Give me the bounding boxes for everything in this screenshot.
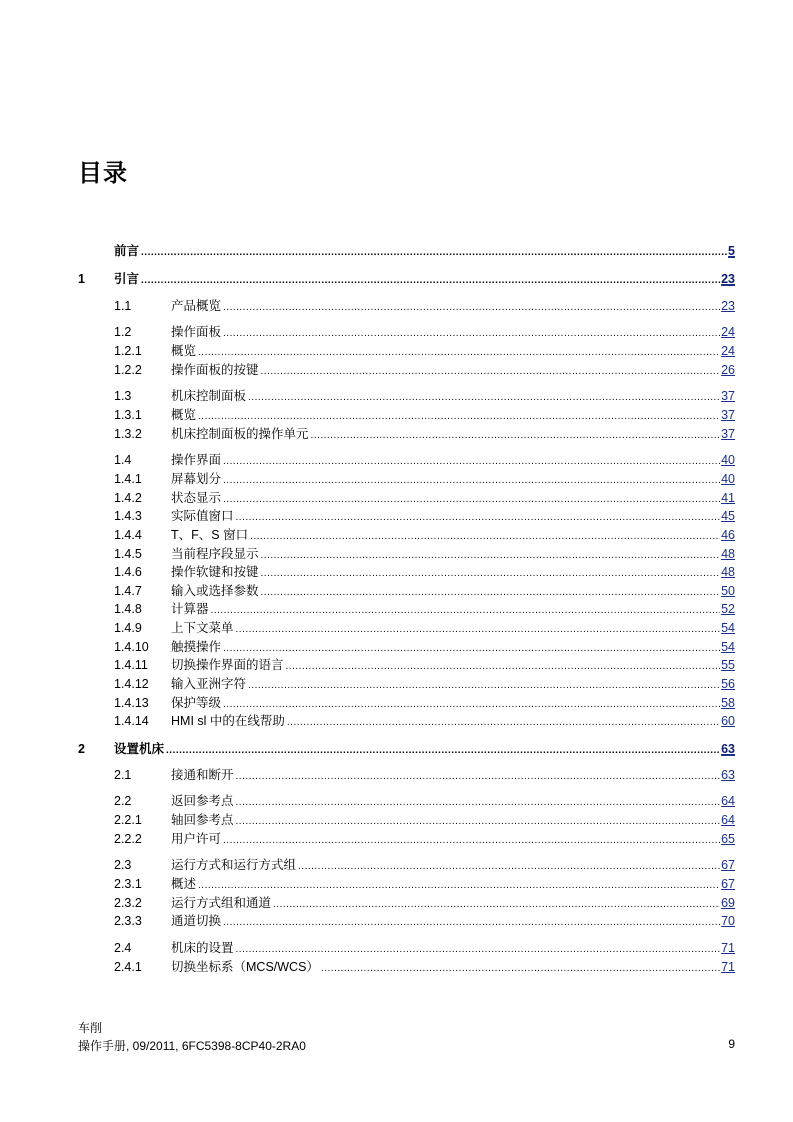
toc-section-row[interactable] — [0, 830, 793, 848]
toc-entry-title: 机床的设置 — [171, 941, 234, 955]
toc-section-number: 1.4.4 — [114, 528, 142, 542]
toc-page-link[interactable]: 41 — [721, 491, 735, 505]
toc-chapter-number: 1 — [78, 272, 85, 286]
toc-entry — [171, 694, 735, 712]
toc-entry — [171, 875, 735, 893]
toc-section-number: 1.4.13 — [114, 696, 149, 710]
toc-section-number: 2.3.3 — [114, 914, 142, 928]
toc-section-row[interactable] — [0, 323, 793, 341]
toc-entry-title: 前言 — [114, 244, 140, 258]
toc-page-link[interactable]: 48 — [721, 547, 735, 561]
dot-leader — [223, 698, 720, 712]
toc-entry — [171, 638, 735, 656]
toc-entry — [171, 712, 735, 730]
dot-leader — [223, 455, 720, 469]
dot-leader — [166, 744, 720, 758]
toc-entry — [171, 619, 735, 637]
toc-page-link[interactable]: 5 — [728, 244, 735, 258]
toc-chapter-row[interactable] — [0, 270, 793, 288]
dot-leader — [236, 623, 721, 637]
toc-page-link[interactable]: 23 — [721, 272, 735, 286]
toc-entry-title: 概览 — [171, 344, 197, 358]
toc-entry-title: 实际值窗口 — [171, 509, 234, 523]
toc-section-row[interactable] — [0, 939, 793, 957]
dot-leader — [311, 429, 721, 443]
toc-section-row[interactable] — [0, 792, 793, 810]
toc-entry-title: 产品概览 — [171, 299, 222, 313]
toc-entry — [114, 740, 735, 758]
toc-section-number: 1.4.14 — [114, 714, 149, 728]
toc-chapter-row[interactable] — [0, 242, 793, 260]
toc-entry-title: 上下文菜单 — [171, 621, 234, 635]
toc-section-number: 1.4.7 — [114, 584, 142, 598]
toc-section-row[interactable] — [0, 712, 793, 730]
toc-section-number: 2.4 — [114, 941, 132, 955]
toc-section-number: 1.4.12 — [114, 677, 149, 691]
toc-entry-title: 保护等级 — [171, 696, 222, 710]
toc-section-number: 2.3 — [114, 858, 132, 872]
dot-leader — [287, 716, 720, 730]
dot-leader — [250, 530, 720, 544]
toc-entry — [171, 297, 735, 315]
toc-section-number: 2.2.1 — [114, 813, 142, 827]
toc-section-row[interactable] — [0, 406, 793, 424]
dot-leader — [298, 860, 720, 874]
dot-leader — [223, 474, 720, 488]
toc-page-link[interactable]: 64 — [721, 794, 735, 808]
toc-section-number: 1.2.2 — [114, 363, 142, 377]
toc-entry-title: 操作软键和按键 — [171, 565, 259, 579]
toc-section-number: 1.3.1 — [114, 408, 142, 422]
toc-entry — [171, 342, 735, 360]
dot-leader — [223, 301, 720, 315]
toc-section-row[interactable] — [0, 563, 793, 581]
toc-page-link[interactable]: 65 — [721, 832, 735, 846]
toc-entry-title: 计算器 — [171, 602, 209, 616]
toc-entry-title: 用户许可 — [171, 832, 222, 846]
toc-entry — [171, 912, 735, 930]
toc-entry-title: 通道切换 — [171, 914, 222, 928]
toc-entry — [171, 894, 735, 912]
toc-section-row[interactable] — [0, 619, 793, 637]
dot-leader — [236, 943, 721, 957]
toc-section-row[interactable] — [0, 694, 793, 712]
toc-entry-title: 状态显示 — [171, 491, 222, 505]
toc-section-number: 1.4 — [114, 453, 132, 467]
toc-page-link[interactable]: 52 — [721, 602, 735, 616]
toc-page-link[interactable]: 37 — [721, 427, 735, 441]
page-title: 目录 — [78, 159, 128, 187]
toc-entry-title: 切换坐标系（MCS/WCS） — [171, 960, 319, 974]
dot-leader — [223, 327, 720, 341]
dot-leader — [198, 346, 720, 360]
toc-section-number: 1.1 — [114, 299, 132, 313]
toc-page-link[interactable]: 46 — [721, 528, 735, 542]
toc-page-link[interactable]: 40 — [721, 453, 735, 467]
toc-section-row[interactable] — [0, 894, 793, 912]
toc-section-number: 2.2.2 — [114, 832, 142, 846]
toc-entry-title: 屏幕划分 — [171, 472, 222, 486]
toc-page-link[interactable]: 71 — [721, 960, 735, 974]
toc-page-link[interactable]: 50 — [721, 584, 735, 598]
toc-entry-title: 输入或选择参数 — [171, 584, 259, 598]
toc-page-link[interactable]: 55 — [721, 658, 735, 672]
toc-entry-title: 运行方式组和通道 — [171, 896, 272, 910]
toc-entry-title: 操作面板 — [171, 325, 222, 339]
footer-manual-info: 操作手册, 09/2011, 6FC5398-8CP40-2RA0 — [78, 1039, 306, 1053]
toc-entry-title: 返回参考点 — [171, 794, 234, 808]
toc-chapter-number: 2 — [78, 742, 85, 756]
toc-page-link[interactable]: 63 — [721, 742, 735, 756]
toc-page-link[interactable]: 54 — [721, 621, 735, 635]
toc-entry-title: T、F、S 窗口 — [171, 528, 249, 542]
toc-entry-title: 切换操作界面的语言 — [171, 658, 284, 672]
dot-leader — [236, 511, 721, 525]
toc-entry — [171, 323, 735, 341]
dot-leader — [198, 410, 720, 424]
toc-section-number: 2.4.1 — [114, 960, 142, 974]
toc-section-row[interactable] — [0, 545, 793, 563]
toc-page-link[interactable]: 56 — [721, 677, 735, 691]
toc-page-link[interactable]: 58 — [721, 696, 735, 710]
toc-section-row[interactable] — [0, 342, 793, 360]
toc-entry — [171, 675, 735, 693]
toc-section-number: 1.4.8 — [114, 602, 142, 616]
toc-entry — [171, 470, 735, 488]
toc-entry — [171, 958, 735, 976]
toc-page-link[interactable]: 37 — [721, 389, 735, 403]
footer-product: 车削 — [78, 1021, 103, 1035]
dot-leader — [141, 246, 727, 260]
dot-leader — [248, 679, 720, 693]
toc-page-link[interactable]: 37 — [721, 408, 735, 422]
toc-entry-title: 概述 — [171, 877, 197, 891]
toc-section-row[interactable] — [0, 811, 793, 829]
toc-section-number: 1.4.2 — [114, 491, 142, 505]
dot-leader — [141, 274, 720, 288]
toc-page-link[interactable]: 71 — [721, 941, 735, 955]
dot-leader — [261, 549, 721, 563]
toc-entry — [171, 656, 735, 674]
toc-entry — [171, 582, 735, 600]
toc-section-row[interactable] — [0, 600, 793, 618]
toc-section-number: 1.4.10 — [114, 640, 149, 654]
toc-section-number: 2.1 — [114, 768, 132, 782]
toc-page-link[interactable]: 67 — [721, 877, 735, 891]
toc-section-number: 1.4.3 — [114, 509, 142, 523]
toc-page-link[interactable]: 67 — [721, 858, 735, 872]
toc-entry-title: 输入亚洲字符 — [171, 677, 247, 691]
toc-entry-title: 当前程序段显示 — [171, 547, 259, 561]
toc-section-row[interactable] — [0, 766, 793, 784]
dot-leader — [223, 916, 720, 930]
toc-section-row[interactable] — [0, 489, 793, 507]
toc-section-row[interactable] — [0, 526, 793, 544]
toc-section-number: 2.2 — [114, 794, 132, 808]
toc-section-row[interactable] — [0, 958, 793, 976]
toc-entry — [171, 792, 735, 810]
dot-leader — [236, 796, 721, 810]
toc-entry — [171, 425, 735, 443]
toc-section-number: 1.2.1 — [114, 344, 142, 358]
toc-entry — [171, 563, 735, 581]
toc-entry-title: 机床控制面板的操作单元 — [171, 427, 309, 441]
toc-section-row[interactable] — [0, 451, 793, 469]
toc-section-row[interactable] — [0, 656, 793, 674]
toc-entry — [171, 939, 735, 957]
toc-entry — [171, 451, 735, 469]
toc-section-number: 1.2 — [114, 325, 132, 339]
toc-entry-title: 接通和断开 — [171, 768, 234, 782]
dot-leader — [286, 660, 721, 674]
toc-entry — [171, 507, 735, 525]
toc-section-row[interactable] — [0, 582, 793, 600]
toc-section-row[interactable] — [0, 912, 793, 930]
dot-leader — [236, 770, 721, 784]
footer-page-number: 9 — [728, 1037, 735, 1051]
toc-section-number: 1.4.6 — [114, 565, 142, 579]
toc-section-number: 1.4.1 — [114, 472, 142, 486]
toc-page-link[interactable]: 64 — [721, 813, 735, 827]
toc-page-link[interactable]: 54 — [721, 640, 735, 654]
toc-page-link[interactable]: 63 — [721, 768, 735, 782]
dot-leader — [236, 815, 721, 829]
toc-section-number: 2.3.1 — [114, 877, 142, 891]
toc-entry-title: 触摸操作 — [171, 640, 222, 654]
dot-leader — [223, 642, 720, 656]
toc-page-link[interactable]: 45 — [721, 509, 735, 523]
toc-entry — [171, 526, 735, 544]
toc-entry — [171, 766, 735, 784]
dot-leader — [211, 604, 721, 618]
toc-page-link[interactable]: 24 — [721, 325, 735, 339]
toc-entry-title: HMI sl 中的在线帮助 — [171, 714, 285, 728]
dot-leader — [273, 898, 720, 912]
toc-section-row[interactable] — [0, 875, 793, 893]
toc-section-row[interactable] — [0, 425, 793, 443]
toc-entry — [171, 361, 735, 379]
toc-section-row[interactable] — [0, 507, 793, 525]
toc-entry — [171, 545, 735, 563]
toc-entry-title: 概览 — [171, 408, 197, 422]
toc-entry — [171, 856, 735, 874]
toc-section-number: 2.3.2 — [114, 896, 142, 910]
toc-section-number: 1.4.11 — [114, 658, 148, 672]
toc-section-number: 1.4.9 — [114, 621, 142, 635]
toc-page-link[interactable]: 26 — [721, 363, 735, 377]
toc-entry-title: 引言 — [114, 272, 140, 286]
dot-leader — [261, 567, 721, 581]
toc-page-link[interactable]: 24 — [721, 344, 735, 358]
toc-chapter-row[interactable] — [0, 740, 793, 758]
toc-section-row[interactable] — [0, 470, 793, 488]
toc-page-link[interactable]: 60 — [721, 714, 735, 728]
toc-entry — [171, 830, 735, 848]
toc-entry-title: 运行方式和运行方式组 — [171, 858, 297, 872]
toc-entry — [171, 406, 735, 424]
toc-section-number: 1.4.5 — [114, 547, 142, 561]
dot-leader — [248, 391, 720, 405]
dot-leader — [321, 962, 720, 976]
toc-entry — [171, 489, 735, 507]
toc-page-link[interactable]: 40 — [721, 472, 735, 486]
toc-section-number: 1.3.2 — [114, 427, 142, 441]
toc-entry — [171, 600, 735, 618]
toc-page-link[interactable]: 48 — [721, 565, 735, 579]
toc-section-row[interactable] — [0, 638, 793, 656]
toc-entry-title: 操作界面 — [171, 453, 222, 467]
dot-leader — [223, 834, 720, 848]
dot-leader — [261, 586, 721, 600]
dot-leader — [223, 493, 720, 507]
toc-page-link[interactable]: 70 — [721, 914, 735, 928]
toc-section-row[interactable] — [0, 387, 793, 405]
toc-entry-title: 机床控制面板 — [171, 389, 247, 403]
toc-section-row[interactable] — [0, 297, 793, 315]
toc-entry-title: 轴回参考点 — [171, 813, 234, 827]
toc-entry — [171, 811, 735, 829]
dot-leader — [198, 879, 720, 893]
toc-entry-title: 操作面板的按键 — [171, 363, 259, 377]
toc-entry — [114, 242, 735, 260]
toc-page-link[interactable]: 69 — [721, 896, 735, 910]
dot-leader — [261, 365, 721, 379]
toc-section-row[interactable] — [0, 856, 793, 874]
toc-section-number: 1.3 — [114, 389, 132, 403]
toc-page-link[interactable]: 23 — [721, 299, 735, 313]
toc-entry — [114, 270, 735, 288]
toc-entry-title: 设置机床 — [114, 742, 165, 756]
toc-section-row[interactable] — [0, 675, 793, 693]
toc-entry — [171, 387, 735, 405]
toc-section-row[interactable] — [0, 361, 793, 379]
